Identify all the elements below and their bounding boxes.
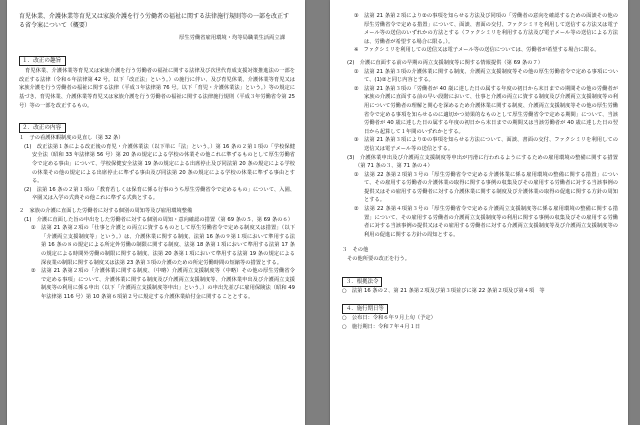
list-item: (1) 介護に直面した旨の申出をした労働者に対する個別の周知・意向確認の措置（第 69 条の５、第 69 条の６） xyxy=(24,216,293,223)
list-item: (1) 改正法第１条による改正後の育児・介護休業法（以下単に「法」という。）第 16 条の２第１項の「学校保健安全法（昭和 33 年法律第 56 号）第 20 条の規定による学校の休業その他これに準ずるものとして厚生労働省令で定める事由」について、学校保健安全法第 19 条の規定による出席停止及び同法第 20 条の規定による学校の休業その他の規定による出席停止に準ずる事由及び同法第 20 条の規定による学校の休業に準ずる事由とする。 xyxy=(24,143,295,185)
list-item: ① 法第 21 条第３項の介護休業に関する制度、介護両立支援制度等その他の厚生労働省令で定める事項について、(1)②と同じ内容とする。 xyxy=(354,68,618,84)
list-item: (2) 法第 16 条の２第１項の「教育若しくは保育に係る行事のうち厚生労働省令で定めるもの」について、入園、卒園又は入学の式典その他これに準ずる式典とする。 xyxy=(24,186,295,202)
subsection-heading: (3) 介護休業申出及び介護両立支援制度等申出が円滑に行われるようにするための雇用環境の整備に関する措置（第 71 条の３、第 71 条の４） xyxy=(347,154,618,170)
list-item: ③ 法第 21 条第３項により①の事項を知らせる方法について、面談、書面の交付、ファクシミリを利用しての送信又は電子メール等の送信とする。 xyxy=(354,137,618,152)
list-item: ○ 施行期日：令和７年４月１日 xyxy=(342,323,421,330)
document-page-right xyxy=(330,0,628,425)
note-item: ※ ファクシミリを利用しての送信又は電子メール等の送信については、労働者が希望する場合に限る。 xyxy=(354,47,600,54)
subsection-heading-other: ３ その他 xyxy=(342,247,369,254)
subsection-heading: １ 子の看護休暇制度の見直し（第 32 条） xyxy=(19,135,124,142)
document-organization: 厚生労働省雇用環境・均等局職業生活両立課 xyxy=(179,35,285,41)
list-item: ② 法第 21 条第２項の「介護休業に関する制度、（中略）介護両立支援制度等（中略）その他の厚生労働省令で定める事項」について、介護休業に関する制度及び介護両立支援制度等、介護休業申出及び介護両立支援制度等の利用に係る申出（以下「介護両立支援制度等申出」という。）の申出先並びに雇用保険法（昭和 49 年法律第 116 号）第 10 条第６項第２号に規定する介護休業給付金に関することとする。 xyxy=(31,268,295,300)
section-heading-purpose: １．改正の趣旨 xyxy=(19,56,66,66)
section-heading-legal-basis: ３．根拠法令 xyxy=(342,277,382,287)
subsection-heading: (2) 介護に直面する前の早期の両立支援制度等に関する情報提供（第 69 条の７） xyxy=(347,59,543,66)
section-heading-effective-date: ４．施行期日等 xyxy=(342,304,388,314)
subsection-heading: ２ 家族の介護に直面した労働者に対する個別の周知等及び雇用環境整備 xyxy=(19,208,193,215)
list-item: ③ 法第 21 条第２項により②の事項を知らせる方法及び同項の「労働者の意向を確認するための面談その他の厚生労働省令で定める措置」について、面談、書面の交付、ファクシミリを利用して送信する方法又は電子メール等の送信のいずれかの方法とする（ファクシミリを利用する方法及び電子メール等の送信による方法は、労働者が希望する場合に限る。）。 xyxy=(354,13,618,45)
list-item: ② 法第 22 条第４項第３号の「厚生労働省令で定める介護両立支援制度等に係る雇用環境の整備に関する措置」について、その雇用する労働者の介護両立支援制度等の利用に関する事例の収集及びその雇用する労働者に対する当該事例の提供又はその雇用する労働者に対する介護両立支援制度等及び介護両立支援制度等の利用の促進に関する方針の周知とする。 xyxy=(354,206,618,238)
list-item: ○ 公布日：令和６年９月上旬（予定） xyxy=(342,315,436,322)
list-item: ① 法第 22 条第２項第３号の「厚生労働省令で定める介護休業に係る雇用環境の整備に関する措置」について、その雇用する労働者の介護休業の取得に関する事例の収集及びその雇用する労働者に対する当該事例の提供又はその雇用する労働者に対する介護休業に関する制度及び介護休業の取得の促進に関する方針の周知とする。 xyxy=(354,171,618,204)
section-heading-contents: ２．改正の内容 xyxy=(19,123,66,133)
purpose-text: 育児休業、介護休業等育児又は家族介護を行う労働者の福祉に関する法律及び次世代育成支援対策推進法の一部を改正する法律（令和６年法律第 42 号。以下「改正法」という。）の施行に伴い、及び育児休業、介護休業等育児又は家族介護を行う労働者の福祉に関する法律（平成３年法律第 76 号。以下「育児・介護休業法」という。）等の規定に基づき、育児休業、介護休業等育児又は家族介護を行う労働者の福祉に関する法律施行規則（平成３年労働省令第 25 号）等の一部を改正するもの。 xyxy=(19,68,295,109)
list-item: ① 法第 21 条第２項の「仕事と介護との両立に資するものとして厚生労働省令で定める制度又は措置」（以下「介護両立支援制度等」という。）は、介護休業に関する制度、法第 16 条の９第１項において準用する法第 16 条の８の規定による所定外労働の制限に関する制度、法第 18 条第１項において準用する法第 17 条の規定による時間外労働の制限に関する制度、法第 20 条第１項において準用する法第 19 条の規定による深夜業の制限に関する制度又は法第 23 条第３項の介護のための所定労働時間の短縮等の措置とする。 xyxy=(31,225,295,266)
document-page-left xyxy=(7,0,305,425)
legal-basis-text: ○ 法第 16 条の２、第 21 条第２項及び第３項並びに第 22 条第２項及び第４項 等 xyxy=(342,287,545,294)
other-text: その他所要の改正を行う。 xyxy=(347,256,410,263)
document-title: 育児休業、介護休業等育児又は家族介護を行う労働者の福祉に関する法律施行規則等の一部を改正する省令案について（概要） xyxy=(19,13,290,29)
list-item: ② 法第 21 条第３項の「労働者が 40 歳に達した日の属する年度の初日から末日までの期間その他の労働者が家族の介護に直面する前の早い段階において、仕事と介護の両立に資する制度及び介護両立支援制度等の利用について労働者の理解と関心を深めるため介護休業に関する制度、介護両立支援制度等その他の厚生労働省令で定める事項を知らせるのに適切かつ効果的なものとして厚生労働省令で定める期間」について、当該労働者が 40 歳に達した日の属する年度の初日から末日までの期間又は当該労働者が 40 歳に達した日の翌日から起算して１年間のいずれかとする。 xyxy=(354,85,618,135)
